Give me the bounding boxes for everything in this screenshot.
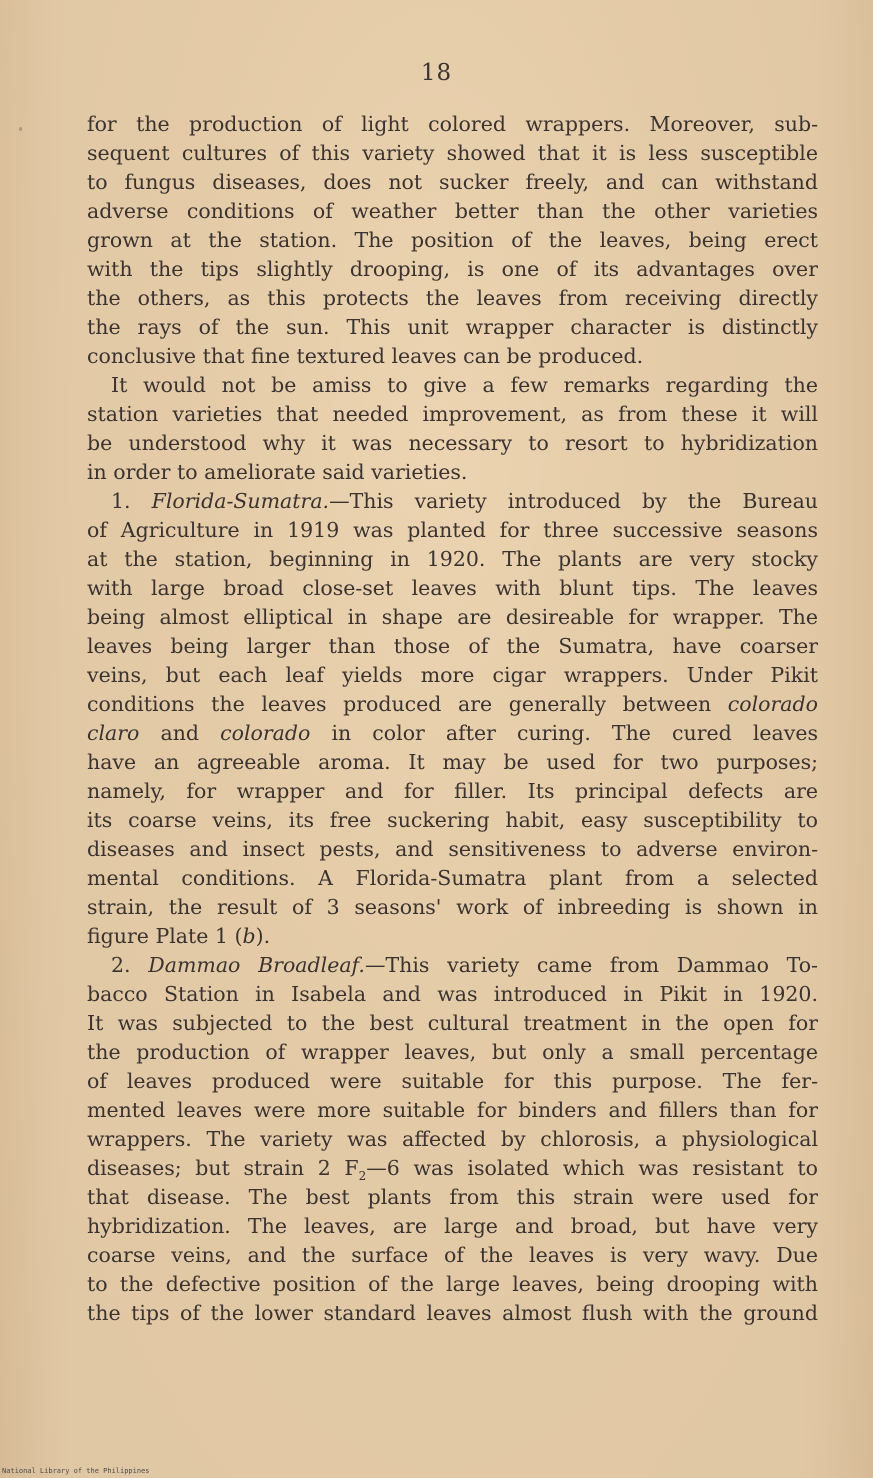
text-line: with large broad close-set leaves with blunt tips. The leaves: [87, 576, 818, 600]
text-line: bacco Station in Isabela and was introduced in Pikit in 1920.: [87, 982, 818, 1006]
footer-credit: National Library of the Philippines: [2, 1467, 150, 1475]
color-term: claro: [87, 721, 140, 745]
text-line: its coarse veins, its free suckering habit, easy susceptibility to: [87, 808, 818, 832]
text-line: hybridization. The leaves, are large and broad, but have very: [87, 1214, 818, 1238]
text-line: in order to ameliorate said varieties.: [87, 460, 468, 484]
variety-name: Florida-Sumatra.: [151, 489, 330, 513]
text-line: of leaves produced were suitable for this purpose. The fer-: [87, 1069, 818, 1093]
text-line: the rays of the sun. This unit wrapper character is distinctly: [87, 315, 818, 339]
text-line: It would not be amiss to give a few remarks regarding the: [111, 373, 818, 397]
text-line: with the tips slightly drooping, is one of its advantages over: [87, 257, 818, 281]
text-line: strain, the result of 3 seasons' work of inbreeding is shown in: [87, 895, 818, 919]
text-line: veins, but each leaf yields more cigar wrappers. Under Pikit: [87, 663, 818, 687]
text-line: mental conditions. A Florida-Sumatra plant from a selected: [87, 866, 818, 890]
text-line: to the defective position of the large leaves, being drooping with: [87, 1272, 818, 1296]
text-run: diseases; but strain 2 F: [87, 1156, 359, 1180]
text-line: for the production of light colored wrappers. Moreover, sub-: [87, 112, 818, 136]
text-line: have an agreeable aroma. It may be used for two purposes;: [87, 750, 818, 774]
variety-name: Dammao Broadleaf.: [148, 953, 365, 977]
text-line: the production of wrapper leaves, but only a small percentage: [87, 1040, 818, 1064]
item-number: 2.: [111, 953, 131, 977]
text-line: grown at the station. The position of the leaves, being erect: [87, 228, 818, 252]
text-line: mented leaves were more suitable for binders and fillers than for: [87, 1098, 818, 1122]
page-number: 18: [420, 60, 453, 86]
text-line: that disease. The best plants from this strain were used for: [87, 1185, 818, 1209]
text-run: and: [160, 721, 200, 745]
text-run: ).: [255, 924, 271, 948]
text-line: the others, as this protects the leaves from receiving directly: [87, 286, 818, 310]
text-line: namely, for wrapper and for filler. Its principal defects are: [87, 779, 818, 803]
text-line: station varieties that needed improvement, as from these it will: [87, 402, 818, 426]
paper-speck: [19, 127, 22, 131]
text-line: [87, 690, 818, 719]
text-run: —This variety came from Dammao To-: [364, 953, 818, 977]
text-line: [87, 487, 818, 516]
text-line: be understood why it was necessary to resort to hybridization: [87, 431, 818, 455]
text-line: leaves being larger than those of the Sumatra, have coarser: [87, 634, 818, 658]
text-run: in color after curing. The cured leaves: [331, 721, 818, 745]
body-text: [87, 110, 818, 1328]
color-term: colorado: [727, 692, 818, 716]
text-run: —6 was isolated which was resistant to: [366, 1156, 818, 1180]
item-number: 1.: [111, 489, 131, 513]
subscript: 2: [358, 1169, 367, 1183]
text-line: diseases and insect pests, and sensitiveness to adverse environ-: [87, 837, 818, 861]
text-line: to fungus diseases, does not sucker freely, and can withstand: [87, 170, 818, 194]
text-line: adverse conditions of weather better than the other varieties: [87, 199, 818, 223]
text-line: the tips of the lower standard leaves almost flush with the ground: [87, 1301, 818, 1325]
text-line: [87, 719, 818, 748]
text-line: [87, 1154, 818, 1183]
text-run: conditions the leaves produced are generally between: [87, 692, 712, 716]
text-run: figure Plate 1 (: [87, 924, 243, 948]
text-line: wrappers. The variety was affected by chlorosis, a physiological: [87, 1127, 818, 1151]
text-line: sequent cultures of this variety showed that it is less susceptible: [87, 141, 818, 165]
text-line: [87, 951, 818, 980]
figure-letter: b: [242, 924, 256, 948]
text-line: conclusive that fine textured leaves can be produced.: [87, 344, 644, 368]
text-line: coarse veins, and the surface of the leaves is very wavy. Due: [87, 1243, 818, 1267]
text-run: —This variety introduced by the Bureau: [329, 489, 818, 513]
color-term: colorado: [220, 721, 311, 745]
text-line: It was subjected to the best cultural treatment in the open for: [87, 1011, 818, 1035]
text-line: [87, 922, 818, 951]
text-line: at the station, beginning in 1920. The plants are very stocky: [87, 547, 818, 571]
text-line: being almost elliptical in shape are desireable for wrapper. The: [87, 605, 818, 629]
text-line: of Agriculture in 1919 was planted for three successive seasons: [87, 518, 818, 542]
